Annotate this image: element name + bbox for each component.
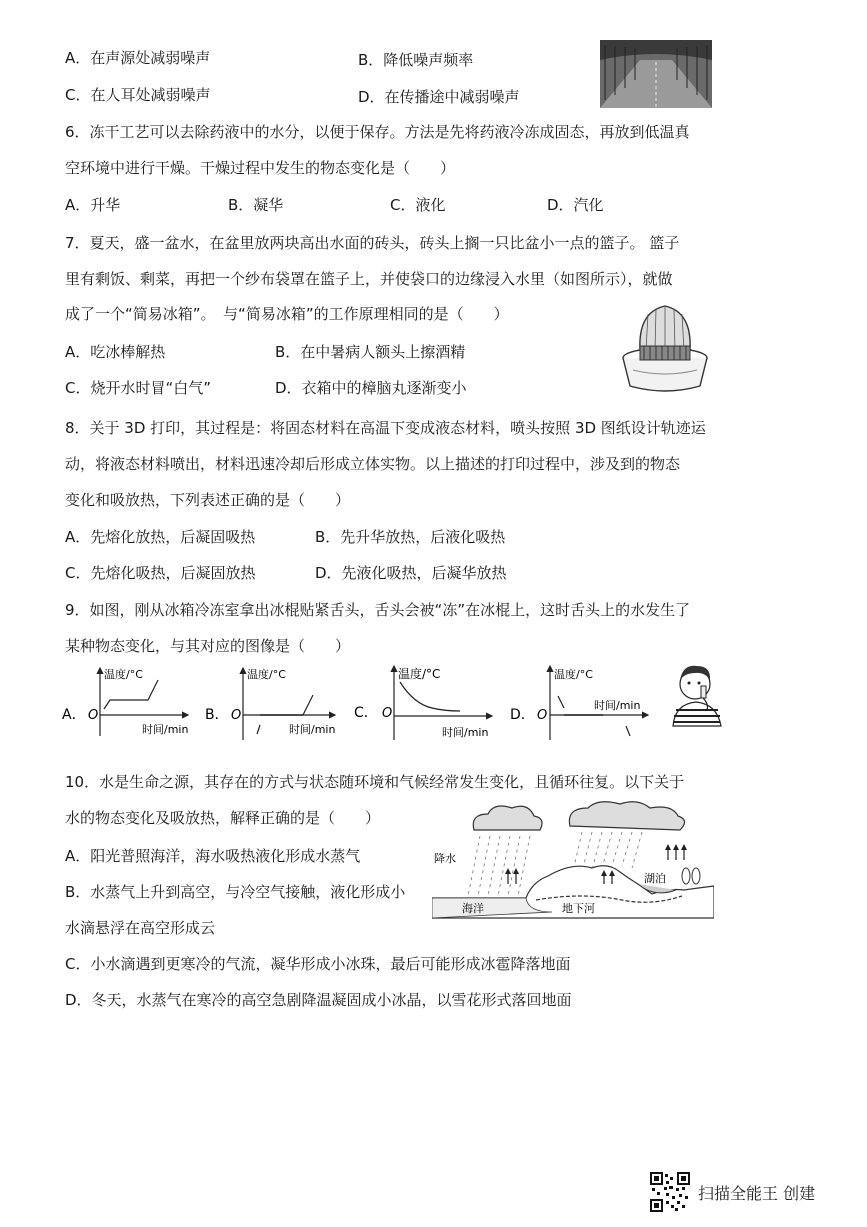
q10-option-b-line1: B．水蒸气上升到高空，与冷空气接触，液化形成小 (65, 883, 406, 901)
q10-option-b-line2: 水滴悬浮在高空形成云 (65, 919, 216, 937)
graph-c-curve (400, 682, 460, 711)
q9-graph-b (203, 662, 343, 742)
child-popsicle-figure (665, 658, 727, 728)
q7-option-a: A．吃冰棒解热 (65, 343, 166, 361)
rain-label: 降水 (434, 852, 456, 865)
q9-graph-a (60, 662, 195, 742)
q6-stem-line2: 空环境中进行干燥。干燥过程中发生的物态变化是（ ） (65, 159, 456, 177)
watermark-text: 扫描全能王 创建 (698, 1183, 816, 1203)
graph-b-curve-low (257, 725, 260, 734)
cloud-left (473, 806, 542, 830)
q5-option-a: A．在声源处减弱噪声 (65, 49, 211, 67)
lake-label: 湖泊 (644, 872, 666, 885)
q8-stem-line3: 变化和吸放热，下列表述正确的是（ ） (65, 491, 351, 509)
q7-option-c: C．烧开水时冒“白气” (65, 379, 212, 397)
q8-stem-line2: 动，将液态材料喷出，材料迅速冷却后形成立体实物。以上描述的打印过程中，涉及到的物态 (65, 455, 681, 473)
graph-b-label: B． (205, 707, 229, 723)
water-cycle-figure (432, 800, 714, 922)
graph-d-ylabel: 温度/°C (554, 668, 593, 681)
graph-c-xlabel: 时间/min (442, 726, 489, 739)
graph-b-origin: O (231, 708, 242, 723)
q9-graph-c (352, 660, 497, 744)
cloud-right (569, 802, 684, 830)
q10-option-c: C．小水滴遇到更寒冷的气流，凝华形成小冰珠，最后可能形成冰雹降落地面 (65, 955, 571, 973)
graph-b-xlabel: 时间/min (289, 723, 336, 736)
graph-b-curve-high (303, 695, 313, 715)
q9-graph-d (508, 660, 653, 744)
graph-c-label: C． (354, 705, 378, 721)
ocean-label: 海洋 (462, 902, 484, 915)
q6-option-d: D．汽化 (547, 196, 604, 214)
q7-stem-line2: 里有剩饭、剩菜，再把一个纱布袋罩在篮子上，并使袋口的边缘浸入水里（如图所示），就做 (65, 270, 673, 288)
q8-option-d: D．先液化吸热，后凝华放热 (315, 564, 507, 582)
q10-stem-line2: 水的物态变化及吸放热，解释正确的是（ ） (65, 809, 381, 827)
graph-b-ylabel: 温度/°C (247, 668, 286, 681)
simple-icebox-figure (618, 300, 713, 396)
graph-a-label: A． (62, 707, 86, 723)
graph-d-origin: O (537, 708, 548, 723)
q8-option-c: C．先熔化吸热，后凝固放热 (65, 564, 256, 582)
sound-barrier-photo (600, 40, 712, 108)
graph-a-origin: O (88, 708, 99, 723)
qr-code-icon (650, 1172, 690, 1212)
q5-option-c: C．在人耳处减弱噪声 (65, 86, 211, 104)
q9-stem-line2: 某种物态变化，与其对应的图像是（ ） (65, 637, 351, 655)
q7-option-d: D．衣箱中的樟脑丸逐渐变小 (275, 379, 467, 397)
graph-c-ylabel: 温度/°C (398, 667, 441, 681)
q10-option-a: A．阳光普照海洋，海水吸热液化形成水蒸气 (65, 847, 361, 865)
q7-stem-line3: 成了一个“简易冰箱”。 与“简易冰箱”的工作原理相同的是（ ） (65, 305, 509, 323)
q6-option-c: C．液化 (390, 196, 446, 214)
graph-d-label: D． (510, 707, 535, 723)
graph-a-xlabel: 时间/min (142, 723, 189, 736)
q6-stem-line1: 6．冻干工艺可以去除药液中的水分，以便于保存。方法是先将药液冷冻成固态，再放到低温真 (65, 123, 690, 141)
q5-option-d: D．在传播途中减弱噪声 (358, 88, 520, 106)
q10-option-d: D．冬天，水蒸气在寒冷的高空急剧降温凝固成小冰晶，以雪花形式落回地面 (65, 991, 572, 1009)
q10-stem-line1: 10．水是生命之源，其存在的方式与状态随环境和气候经常发生变化，且循环往复。以下关于 (65, 773, 685, 791)
graph-d-xlabel: 时间/min (594, 699, 641, 712)
q8-stem-line1: 8．关于 3D 打印，其过程是：将固态材料在高温下变成液态材料，喷头按照 3D 图纸设计轨迹运 (65, 419, 706, 437)
scanner-watermark (650, 1172, 815, 1212)
q7-stem-line1: 7．夏天，盛一盆水，在盆里放两块高出水面的砖头，砖头上搁一只比盆小一点的篮子。 篮子 (65, 234, 680, 252)
q8-option-a: A．先熔化放热，后凝固吸热 (65, 528, 256, 546)
q6-option-b: B．凝华 (228, 196, 284, 214)
q5-option-b: B．降低噪声频率 (358, 51, 474, 69)
q6-option-a: A．升华 (65, 196, 121, 214)
graph-a-ylabel: 温度/°C (104, 668, 143, 681)
graph-d-curve-high (558, 696, 564, 708)
q8-option-b: B．先升华放热，后液化吸热 (315, 528, 506, 546)
graph-c-origin: O (382, 706, 393, 721)
graph-a-curve (104, 680, 158, 709)
q9-stem-line1: 9．如图，刚从冰箱冷冻室拿出冰棍贴紧舌头，舌头会被“冻”在冰棍上，这时舌头上的水发生了 (65, 601, 691, 619)
graph-d-curve-low (626, 726, 630, 736)
q7-option-b: B．在中暑病人额头上擦酒精 (275, 343, 466, 361)
underground-river-label: 地下河 (562, 902, 595, 915)
